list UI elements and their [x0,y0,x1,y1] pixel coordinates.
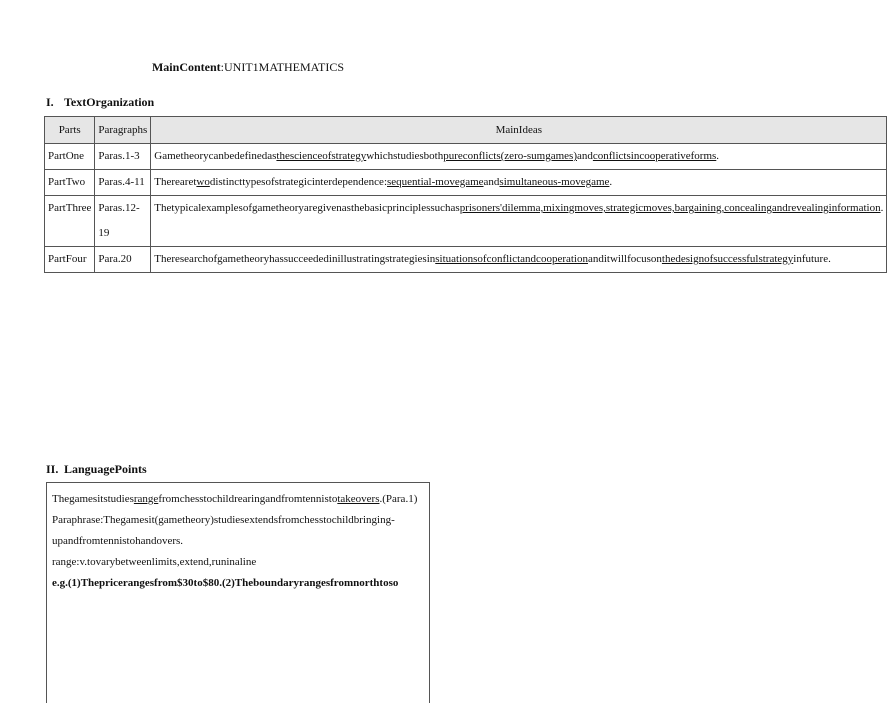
page-title [0,60,496,75]
header-parts: Parts [45,117,95,144]
underlined-phrase: range [133,493,159,505]
text-segment: . [880,202,884,214]
cell-part: PartFour [45,247,95,273]
underlined-phrase: simultaneous-movegame [499,176,610,188]
cell-paragraphs: Paras.12-19 [95,196,151,247]
language-points-box [46,482,430,703]
text-segment: fromchesstochildrearingandfromtennisto [158,493,338,505]
text-segment: Thegamesitstudies [52,493,134,505]
cell-paragraphs: Para.20 [95,247,151,273]
text-segment: distincttypesofstrategicinterdependence: [209,176,387,188]
underlined-phrase: thedesignofsuccessfulstrategy [661,253,794,265]
cell-part: PartOne [45,144,95,170]
cell-paragraphs: Paras.4-11 [95,170,151,196]
cell-paragraphs: Paras.1-3 [95,144,151,170]
text-segment: Therearet [154,176,197,188]
section-heading-language-points [46,462,147,477]
cell-main-idea [151,170,887,196]
header-paragraphs: Paragraphs [95,117,151,144]
section-label: LanguagePoints [64,462,147,476]
section-label: TextOrganization [64,95,155,109]
text-segment: Gametheorycanbedefinedas [154,150,277,162]
text-organization-table [44,116,887,273]
cell-main-idea [151,144,887,170]
section-number: II. [46,462,59,476]
cell-part: PartThree [45,196,95,247]
table-row [45,170,887,196]
cell-part: PartTwo [45,170,95,196]
underlined-phrase: conflictsincooperativeforms [592,150,717,162]
text-segment: . [609,176,613,188]
underlined-phrase: wo [196,176,210,188]
table-row [45,144,887,170]
title-rest: :UNIT1MATHEMATICS [220,60,344,74]
table-row [45,196,887,247]
title-bold: MainContent [151,60,221,74]
example-text: e.g.(1)Thepricerangesfrom$30to$80.(2)Theboundaryrangesfromnorthtoso [52,577,399,589]
underlined-phrase: thescienceofstrategy [276,150,367,162]
text-segment: anditwillfocuson [587,253,662,265]
underlined-phrase: takeovers [337,493,380,505]
underlined-phrase: sequential-movegame [387,176,484,188]
section-heading-text-organization [46,95,154,110]
underlined-phrase: pureconflicts(zero-sumgames) [443,150,577,162]
text-segment: infuture. [793,253,831,265]
text-segment: .(Para.1) [379,493,418,505]
section-number: I. [46,95,54,109]
definition-text: range:v.tovarybetweenlimits,extend,runinaline [52,556,257,568]
sentence-text [47,483,429,510]
underlined-phrase: prisoners'dilemma,mixingmoves,strategicmoves,bargaining,concealingandrevealinginformation [459,202,881,214]
cell-main-idea [151,196,887,247]
paraphrase-text: Paraphrase:Thegamesit(gametheory)studiesextendsfromchesstochildbringing-upandfromtennistohandovers. [52,514,395,547]
header-main-ideas: MainIdeas [151,117,887,144]
text-segment: whichstudiesboth [366,150,444,162]
text-segment: Thetypicalexamplesofgametheoryaregivenasthebasicprinciplessuchas [154,202,460,214]
text-segment: and [577,150,593,162]
cell-main-idea [151,247,887,273]
text-segment: . [716,150,720,162]
table-row [45,247,887,273]
text-segment: Theresearchofgametheoryhassucceededinillustratingstrategiesin [154,253,436,265]
text-segment: and [483,176,500,188]
table-header-row [45,117,887,144]
underlined-phrase: situationsofconflictandcooperation [435,253,588,265]
